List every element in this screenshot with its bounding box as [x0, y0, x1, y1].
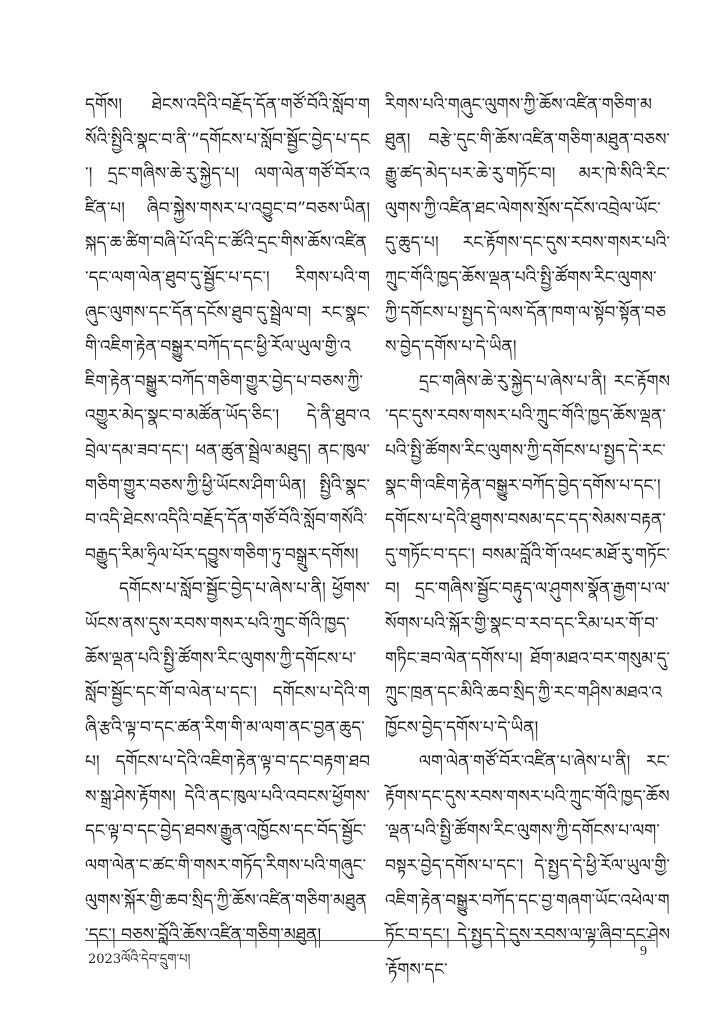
- paragraph: རིགས་པའི་གཞུང་ལུགས་ཀྱི་ཆོས་འཛིན་གཅིག་མཐུན། བརྩེ་དུང་གི་ཆོས་འཛིན་གཅིག་མཐུན་བཅས་རྒྱུ་ཚད་མེད་པར་ཆེ་རུ་གཏོང་བ། མར་ཁེ་སིའི་རིང་ལུགས་ཀྱི་འཛིན་ཐང་ལེགས་སྲོས་དངོས་འབྲེལ་ཡོང་དུ་ཆུད་པ། རང་རྟོགས་དང་དུས་རབས་གསར་པའི་ཀྲུང་གོའི་ཁྱད་ཆོས་ལྡན་པའི་སྤྱི་ཚོགས་རིང་ལུགས་ཀྱི་དགོངས་པ་སྤྱད་དེ་ལས་དོན་ཁག་ལ་སྟོབ་སྟོན་བཅས་བྱེད་དགོས་པ་དེ་ཡིན།: [385, 95, 670, 358]
- page-number: 9: [640, 944, 647, 959]
- paragraph: དགོས། ཐེངས་འདིའི་བརྗོད་དོན་གཙོ་བོའི་སློབ་གསོའི་སྤྱིའི་སྣང་བ་ནི་“དགོངས་པ་སློབ་སྦྱོང་བྱེད་པ་དང་། དྲང་གཞིས་ཆེ་རུ་སྐྱེད་པ། ལག་ལེན་གཙོ་བོར་འཛིན་པ། ཞིབ་སྐྱེས་གསར་པ་འབྱུང་བ”བཅས་ཡིན། སྐད་ཆ་ཚིག་བཞི་པོ་འདི་ང་ཚོའི་དྲང་གིས་ཆོས་འཛིན་དང་ལག་ལེན་ཐུབ་དུ་སྦྱོང་པ་དང་། རིགས་པའི་གཞུང་ལུགས་དང་དོན་དངོས་ཐུབ་དུ་སྦྲེལ་བ། རང་སྣང་གི་འཇིག་རྟེན་བསྒྱུར་བཀོད་དང་ཕྱི་རོལ་ཡུལ་གྱི་འཇིག་རྟེན་བསྒྱུར་བཀོད་གཅིག་གྱུར་བྱེད་པ་བཅས་ཀྱི་འགྱུར་མེད་སྣང་བ་མཚོན་ཡོད་ཅིང་། དེ་ནི་ཐུབ་འབྲེལ་དམ་ཟབ་དང་། ཕན་ཚུན་སྦྲེལ་མཐུད། ནང་ཁུལ་གཅིག་གྱུར་བཅས་ཀྱི་ཕྱི་ཡོངས་ཤིག་ཡིན། སྤྱིའི་སྣང་བ་འདི་ཐེངས་འདིའི་བརྗོད་དོན་གཙོ་བོའི་སློབ་གསོའི་བརྒྱུད་རིམ་ཧྲིལ་པོར་དབྱུས་གཅིག་ཏུ་བསྒྲུར་དགོས།: [85, 95, 370, 565]
- footer-rule: [85, 940, 655, 941]
- paragraph: ལག་ལེན་གཙོ་བོར་འཛིན་པ་ཞེས་པ་ནི། རང་རྟོགས་དང་དུས་རབས་གསར་པའི་ཀྲུང་གོའི་ཁྱད་ཆོས་ལྡན་པའི་སྤྱི་ཚོགས་རིང་ལུགས་ཀྱི་དགོངས་པ་ལག་བསྟར་བྱེད་དགོས་པ་དང་། དེ་སྤྱད་དེ་ཕྱི་རོལ་ཡུལ་གྱི་འཇིག་རྟེན་བསྒྱུར་བཀོད་དང་བྱ་གཞག་ཡོང་འཕེལ་གཏོང་བ་དང་། དེ་སྤྱད་དེ་དུས་རབས་ལ་ལྟ་ཞིབ་དང་ཤེས་རྟོགས་དང་: [385, 752, 670, 980]
- right-column: [385, 88, 670, 987]
- paragraph: དགོངས་པ་སློབ་སྦྱོང་བྱེད་པ་ཞེས་པ་ནི། ཕྱོགས་ཡོངས་ནས་དུས་རབས་གསར་པའི་ཀྲུང་གོའི་ཁྱད་ཆོས་ལྡན་པའི་སྤྱི་ཚོགས་རིང་ལུགས་ཀྱི་དགོངས་པ་སློབ་སྦྱོང་དང་གོ་བ་ལེན་པ་དང་། དགོངས་པ་དེའི་གཞི་རྩའི་ལྟ་བ་དང་ཚན་རིག་གི་མ་ལག་ནང་བྱན་ཆུད་པ། དགོངས་པ་དེའི་འཇིག་རྟེན་ལྟ་བ་དང་བརྟག་ཐབས་སྒྲ་ཤེས་རྟོགས། དེའི་ནང་ཁུལ་པའི་འབངས་ཕྱོགས་དང་ལྟ་བ་དང་བྱེད་ཐབས་རྒྱུན་འཁྱོངས་དང་བོད་སྦྱོང་ལག་ལེན་ང་ཚང་གི་གསར་གཏོད་རིགས་པའི་གཞུང་ལུགས་སྐོར་གྱི་ཆབ་སྲིད་ཀྱི་ཆོས་འཛིན་གཅིག་མཐུན་དང་། བཅས་བློའི་ཆོས་འཛིན་གཅིག་མཐུན།: [85, 579, 370, 946]
- issue-label: 2023ལོའི་དེབ་དྲུག་པ།: [88, 952, 191, 967]
- paragraph: དྲང་གཞིས་ཆེ་རུ་སྐྱེད་པ་ཞེས་པ་ནི། རང་རྟོགས་དང་དུས་རབས་གསར་པའི་ཀྲུང་གོའི་ཁྱད་ཆོས་ལྡན་པའི་སྤྱི་ཚོགས་རིང་ལུགས་ཀྱི་དགོངས་པ་སྤྱད་དེ་རང་སྣང་གི་འཇིག་རྟེན་བསྒྱུར་བཀོད་བྱེད་དགོས་པ་དང་། དགོངས་པ་དེའི་ཐུགས་བསམ་དང་དད་སེམས་བརྟན་དུ་གཏོང་བ་དང་། བསམ་བློའི་གོ་འཕང་མཐོ་རུ་གཏོང་བ། དྲང་གཞིས་སྦྱོང་བརྟུད་ལ་ཤུགས་སྣོན་རྒྱག་པ་ལ་སོགས་པའི་སྐོར་གྱི་སྣང་བ་རབ་དང་རིམ་པར་གོ་བ་གཏིང་ཟབ་ལེན་དགོས་པ། ཐོག་མཐའ་བར་གསུམ་དུ་ཀྲུང་ཁྲན་དང་མིའི་ཆབ་སྲིད་ཀྱི་རང་གཤིས་མཐའ་འཁྱོངས་བྱེད་དགོས་པ་དེ་ཡིན།: [385, 371, 670, 738]
- left-column: [85, 88, 370, 953]
